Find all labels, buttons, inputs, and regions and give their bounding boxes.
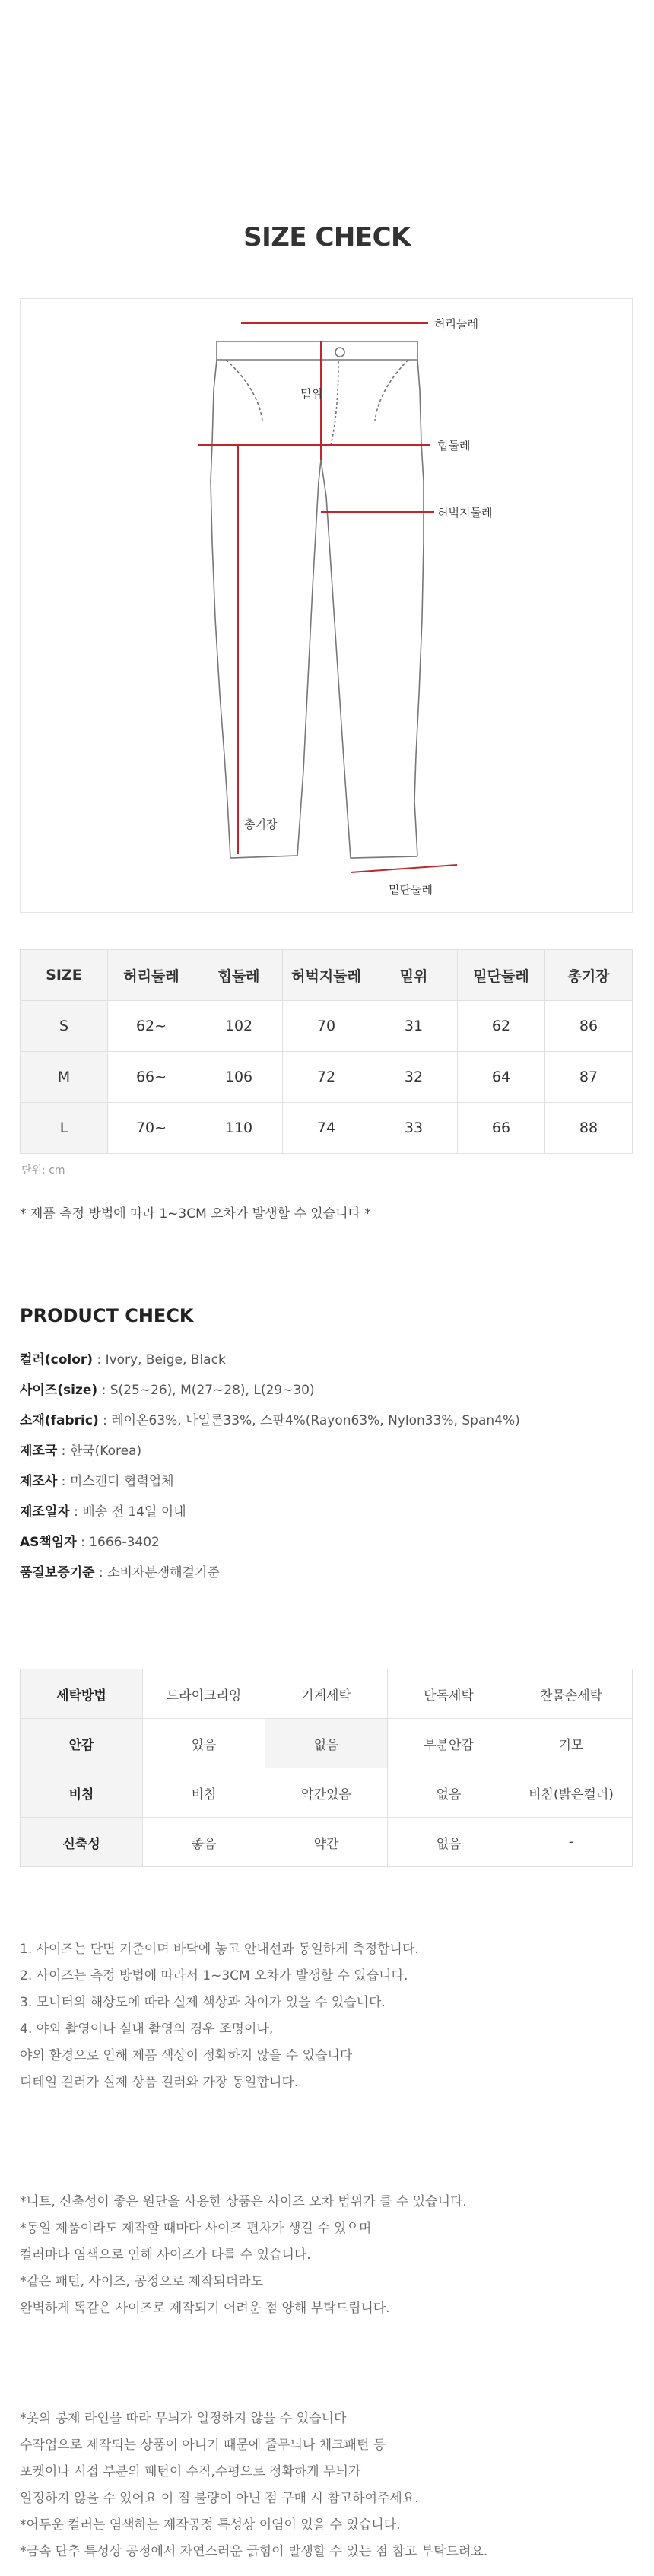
table-row (21, 1818, 633, 1867)
product-info-label: AS책임자 (20, 1535, 77, 1550)
product-info-row (20, 1531, 628, 1561)
measure-note: * 제품 측정 방법에 따라 1~3CM 오차가 발생할 수 있습니다 * (20, 1206, 371, 1221)
table-cell: 기계세탁 (265, 1669, 388, 1719)
table-cell: 비침(밝은컬러) (510, 1768, 633, 1818)
note-line: 4. 야외 촬영이나 실내 촬영의 경우 조명이나, (20, 2022, 274, 2037)
pants-diagram-svg (21, 299, 633, 913)
note-line: *어두운 컬러는 염색하는 제작공정 특성상 이염이 있을 수 있습니다. (20, 2517, 401, 2533)
table-cell: 70 (283, 1001, 370, 1052)
table-cell: 없음 (265, 1719, 388, 1768)
table-cell: 106 (195, 1052, 283, 1103)
product-info-value: : 1666-3402 (76, 1535, 160, 1550)
measure-lines (198, 323, 457, 872)
table-cell: 약간있음 (265, 1768, 388, 1818)
size-table-header: 허벅지둘레 (283, 950, 370, 1001)
table-cell: 88 (545, 1103, 633, 1154)
product-info-row (20, 1440, 628, 1470)
size-table (20, 949, 633, 1154)
product-info-list (20, 1348, 628, 1592)
note-line: 3. 모니터의 해상도에 따라 실제 색상과 차이가 있을 수 있습니다. (20, 1995, 386, 2010)
table-cell: 33 (370, 1103, 458, 1154)
product-info-row (20, 1348, 628, 1379)
note-line: 컬러마다 염색으로 인해 사이즈가 다를 수 있습니다. (20, 2247, 311, 2263)
product-info-label: 컬러(color) (20, 1352, 94, 1367)
product-info-value: : 소비자분쟁해결기준 (94, 1565, 220, 1580)
size-table-header-row (21, 950, 633, 1001)
size-table-header: SIZE (21, 950, 108, 1001)
page-title: SIZE CHECK (243, 222, 411, 253)
product-info-label: 제조국 (20, 1444, 58, 1459)
table-cell: M (21, 1052, 108, 1103)
table-cell: 66 (458, 1103, 545, 1154)
table-cell: 32 (370, 1052, 458, 1103)
table-cell: 비침 (21, 1768, 143, 1818)
table-row (21, 1768, 633, 1818)
table-cell: 86 (545, 1001, 633, 1052)
table-row (21, 1052, 633, 1103)
table-cell: 있음 (143, 1719, 265, 1768)
note-line: 야외 환경으로 인해 제품 색상이 정확하지 않을 수 있습니다 (20, 2048, 353, 2063)
product-info-row (20, 1501, 628, 1531)
note-line: *같은 패턴, 사이즈, 공정으로 제작되더라도 (20, 2274, 264, 2289)
table-cell: 64 (458, 1052, 545, 1103)
table-cell: 110 (195, 1103, 283, 1154)
table-cell: 66~ (108, 1052, 195, 1103)
note-line: *금속 단추 특성상 공정에서 자연스러운 긁힘이 발생할 수 있는 점 참고 부탁드려요. (20, 2544, 488, 2559)
product-info-label: 제조일자 (20, 1504, 70, 1520)
thigh-label: 허벅지둘레 (437, 506, 493, 519)
note-line: 포켓이나 시접 부분의 패턴이 수직,수평으로 정확하게 무늬가 (20, 2464, 361, 2479)
table-cell: 약간 (265, 1818, 388, 1867)
product-info-row (20, 1409, 628, 1440)
size-diagram (20, 298, 633, 913)
note-line: 수작업으로 제작되는 상품이 아니기 때문에 줄무늬나 체크패턴 등 (20, 2438, 386, 2453)
note-line: *니트, 신축성이 좋은 원단을 사용한 상품은 사이즈 오차 범위가 클 수 있습니다. (20, 2194, 467, 2209)
hip-label: 힙둘레 (437, 439, 471, 453)
waist-label: 허리둘레 (434, 317, 478, 331)
product-info-value: : Ivory, Beige, Black (93, 1352, 226, 1367)
table-cell: 좋음 (143, 1818, 265, 1867)
product-info-value: : S(25~26), M(27~28), L(29~30) (97, 1383, 315, 1398)
product-check-heading: PRODUCT CHECK (20, 1305, 194, 1326)
note-line: *동일 제품이라도 제작할 때마다 사이즈 편차가 생길 수 있으며 (20, 2221, 372, 2236)
product-info-value: : 레이온63%, 나일론33%, 스판4%(Rayon63%, Nylon33%, Span4%) (98, 1413, 520, 1428)
table-cell: 31 (370, 1001, 458, 1052)
table-cell: 비침 (143, 1768, 265, 1818)
unit-text: 단위: cm (21, 1164, 65, 1177)
table-row (21, 1669, 633, 1719)
length-label: 총기장 (244, 818, 278, 831)
product-info-value: : 미스캔디 협력업체 (57, 1474, 174, 1489)
table-cell: 87 (545, 1052, 633, 1103)
note-line: 디테일 컬러가 실제 상품 컬러와 가장 동일합니다. (20, 2075, 299, 2090)
table-cell: 신축성 (21, 1818, 143, 1867)
product-info-value: : 배송 전 14일 이내 (69, 1504, 186, 1520)
size-table-header: 밑단둘레 (458, 950, 545, 1001)
table-cell: 드라이크리잉 (143, 1669, 265, 1719)
table-row (21, 1719, 633, 1768)
size-notes (20, 1938, 636, 2098)
table-cell: L (21, 1103, 108, 1154)
product-info-label: 사이즈(size) (20, 1383, 98, 1398)
product-info-row (20, 1379, 628, 1409)
note-line: *옷의 봉제 라인을 따라 무늬가 일정하지 않을 수 있습니다 (20, 2411, 347, 2426)
note-line: 2. 사이즈는 측정 방법에 따라서 1~3CM 오차가 발생할 수 있습니다. (20, 1968, 408, 1984)
fabric-notes (20, 2190, 636, 2323)
care-table (20, 1669, 633, 1867)
table-cell: S (21, 1001, 108, 1052)
size-table-header: 허리둘레 (108, 950, 195, 1001)
table-cell: 안감 (21, 1719, 143, 1768)
table-cell: 단독세탁 (388, 1669, 510, 1719)
table-cell: 찬물손세탁 (510, 1669, 633, 1719)
product-info-row (20, 1561, 628, 1592)
table-cell: 70~ (108, 1103, 195, 1154)
table-cell: 72 (283, 1052, 370, 1103)
product-info-label: 품질보증기준 (20, 1565, 95, 1580)
product-info-label: 소재(fabric) (20, 1413, 99, 1428)
product-info-row (20, 1470, 628, 1501)
pattern-notes (20, 2407, 636, 2567)
size-table-header: 힙둘레 (195, 950, 283, 1001)
table-cell: 62~ (108, 1001, 195, 1052)
rise-label: 밑위 (300, 387, 322, 401)
table-cell: 세탁방법 (21, 1669, 143, 1719)
table-cell: 없음 (388, 1768, 510, 1818)
table-cell: 부분안감 (388, 1719, 510, 1768)
table-cell: - (510, 1818, 633, 1867)
table-row (21, 1103, 633, 1154)
note-line: 완벽하게 똑같은 사이즈로 제작되기 어려운 점 양해 부탁드립니다. (20, 2301, 390, 2316)
hem-label: 밑단둘레 (389, 883, 433, 897)
table-cell: 기모 (510, 1719, 633, 1768)
note-line: 일정하지 않을 수 있어요 이 점 불량이 아닌 점 구매 시 참고하여주세요. (20, 2491, 419, 2506)
size-table-header: 밑위 (370, 950, 458, 1001)
table-row (21, 1001, 633, 1052)
table-cell: 102 (195, 1001, 283, 1052)
product-info-label: 제조사 (20, 1474, 58, 1489)
table-cell: 62 (458, 1001, 545, 1052)
pants-outline (211, 341, 424, 858)
table-cell: 74 (283, 1103, 370, 1154)
product-info-value: : 한국(Korea) (57, 1444, 142, 1459)
size-table-header: 총기장 (545, 950, 633, 1001)
table-cell: 없음 (388, 1818, 510, 1867)
note-line: 1. 사이즈는 단면 기준이며 바닥에 놓고 안내선과 동일하게 측정합니다. (20, 1942, 419, 1957)
